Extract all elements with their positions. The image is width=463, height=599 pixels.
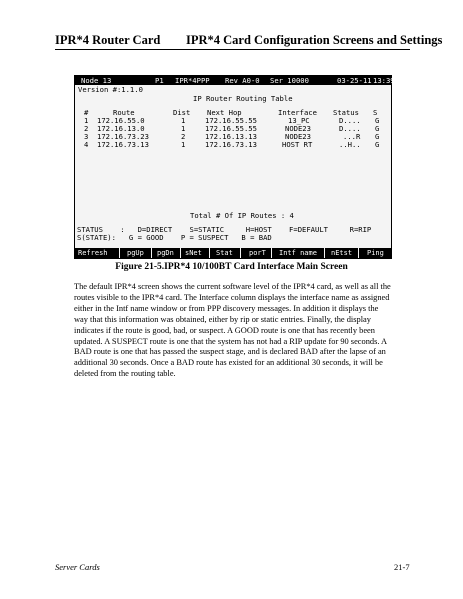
row-4-num: 4 <box>84 140 89 149</box>
paragraph-line: additional 30 seconds. Once a BAD route has existed for an additional 30 seconds, it will be <box>74 358 383 368</box>
status-bar <box>75 76 395 85</box>
fkey-ping[interactable]: Ping <box>367 249 384 257</box>
row-1-route: 172.16.55.0 <box>97 116 145 125</box>
table-title: IP Router Routing Table <box>193 94 293 103</box>
row-3-state: G <box>375 132 380 141</box>
fkey-snet[interactable]: sNet <box>185 249 202 257</box>
row-1-interface: 13_PC <box>288 116 310 125</box>
function-key-bar <box>75 248 391 258</box>
row-2-num: 2 <box>84 124 89 133</box>
row-1-next-hop: 172.16.55.55 <box>205 116 257 125</box>
body-paragraph <box>74 282 404 380</box>
status-time: 13:39 <box>373 76 395 85</box>
col-header-interface: Interface <box>278 108 317 117</box>
state-legend: S(STATE): G = GOOD P = SUSPECT B = BAD <box>77 233 272 242</box>
row-2-route: 172.16.13.0 <box>97 124 145 133</box>
row-3-route: 172.16.73.23 <box>97 132 149 141</box>
row-4-dist: 1 <box>181 140 186 149</box>
fkey-separator <box>151 248 152 258</box>
status-rev: Rev A0-0 <box>225 76 260 85</box>
running-header-chapter: IPR*4 Router Card <box>55 33 161 47</box>
fkey-separator <box>180 248 181 258</box>
row-4-route: 172.16.73.13 <box>97 140 149 149</box>
status-card: IPR*4PPP <box>175 76 210 85</box>
row-4-state: G <box>375 140 380 149</box>
status-date: 03-25-11 <box>337 76 372 85</box>
paragraph-line: routes visible to the IPR*4 card. The Interface column displays the interface name as assigned <box>74 292 390 302</box>
row-1-dist: 1 <box>181 116 186 125</box>
col-header-route: Route <box>113 108 135 117</box>
col-header-next-hop: Next Hop <box>207 108 242 117</box>
row-4-interface: HOST RT <box>282 140 313 149</box>
fkey-intf-name[interactable]: Intf name <box>279 249 317 257</box>
status-node: Node 13 <box>81 76 112 85</box>
col-header-state: S <box>373 108 378 117</box>
col-header-status: Status <box>333 108 359 117</box>
paragraph-line: indicates if the route is good, bad, or suspect. A GOOD route is one that has recently been <box>74 325 375 335</box>
row-3-next-hop: 172.16.13.13 <box>205 132 257 141</box>
running-header-section: IPR*4 Card Configuration Screens and Settings <box>186 33 443 47</box>
row-1-status: D.... <box>339 116 361 125</box>
fkey-page-up[interactable]: pgUp <box>127 249 144 257</box>
row-1-num: 1 <box>84 116 89 125</box>
paragraph-line: BAD route is one that has passed the suspect stage, and is declared BAD after the lapse of an <box>74 347 386 357</box>
status-legend: STATUS : D=DIRECT S=STATIC H=HOST F=DEFAULT R=RIP <box>77 225 372 234</box>
terminal-screenshot <box>74 75 395 259</box>
fkey-page-down[interactable]: pgDn <box>157 249 174 257</box>
row-2-next-hop: 172.16.55.55 <box>205 124 257 133</box>
version-line: Version #:1.1.0 <box>78 85 143 94</box>
row-3-num: 3 <box>84 132 89 141</box>
fkey-refresh[interactable]: Refresh <box>78 249 108 257</box>
footer-section-name: Server Cards <box>55 562 100 572</box>
paragraph-line: either in the Intf name window or from PPP discovery messages. In addition it displays the <box>74 303 379 313</box>
fkey-separator <box>209 248 210 258</box>
row-3-interface: NODE23 <box>285 132 311 141</box>
row-4-status: ..H.. <box>339 140 361 149</box>
fkey-separator <box>358 248 359 258</box>
figure-caption: Figure 21-5.IPR*4 10/100BT Card Interface Main Screen <box>115 262 348 272</box>
total-routes-line: Total # Of IP Routes : 4 <box>190 211 294 220</box>
col-header-dist: Dist <box>173 108 191 117</box>
row-4-next-hop: 172.16.73.13 <box>205 140 257 149</box>
fkey-port[interactable]: porT <box>249 249 266 257</box>
row-2-interface: NODE23 <box>285 124 311 133</box>
row-2-dist: 1 <box>181 124 186 133</box>
paragraph-line: updated. A SUSPECT route is one that the system has not had a RIP update for 90 seconds. A <box>74 336 388 346</box>
row-2-status: D.... <box>339 124 361 133</box>
fkey-separator <box>324 248 325 258</box>
fkey-netst[interactable]: nEtst <box>331 249 353 257</box>
page-number: 21-7 <box>394 562 410 572</box>
row-3-status: ...R <box>343 132 361 141</box>
paragraph-line: The default IPR*4 screen shows the current software level of the IPR*4 card, as well as all the <box>74 282 391 291</box>
status-slot: P1 <box>155 76 164 85</box>
row-1-state: G <box>375 116 380 125</box>
status-serial: Ser 10000 <box>270 76 309 85</box>
fkey-separator <box>240 248 241 258</box>
col-header-num: # <box>84 108 89 117</box>
fkey-stat[interactable]: Stat <box>216 249 233 257</box>
fkey-separator <box>119 248 120 258</box>
row-2-state: G <box>375 124 380 133</box>
header-rule <box>55 49 410 50</box>
fkey-separator <box>271 248 272 258</box>
paragraph-line: way that this information was obtained, either by rip or static entries. Finally, the display <box>74 314 371 324</box>
row-3-dist: 2 <box>181 132 186 141</box>
paragraph-line: deleted from the routing table. <box>74 369 176 379</box>
